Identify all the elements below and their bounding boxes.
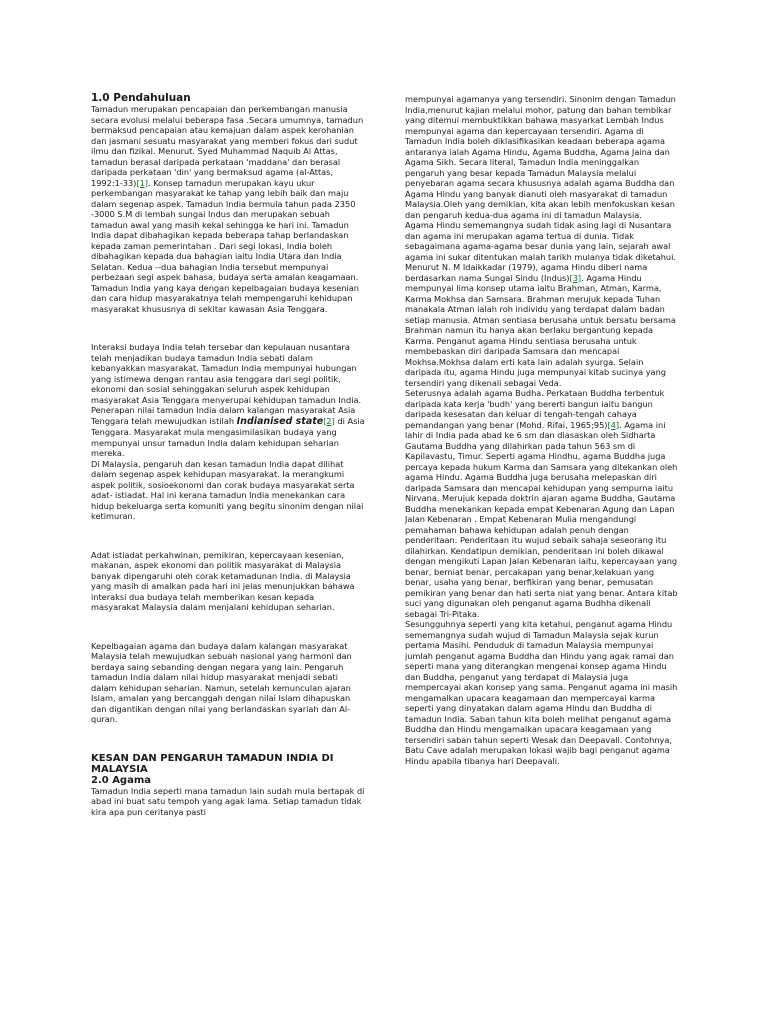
- malaysia-religion-paragraph: Sesungguhnya seperti yang kita ketahui, penganut agama Hindu sememangnya sudah wujud di Tamadun Malaysia sejak kurun pertama Masihi. Penduduk di tamadun Malaysia mempunyai jumlah penganut agama Buddha dan Hindu yang agak ramai dan seperti mana yang diterangkan mengenai konsep agama Hindu dan Buddha, penganut yang terdapat di Malaysia juga mempercayai akan konsep yang sama. Penganut agama ini masih mengamalkan upacara keagamaan dan mempercayai karma seperti yang dinyatakan dalam agama Hindu dan Buddha di tamadun India. Saban tahun kita boleh melihat penganut agama Buddha dan Hindu mengamalkan upacara keagamaan yang tersendiri saban tahun seperti Wesak dan Deepavali. Contohnya, Batu Cave adalah merupakan lokasi wajib bagi penganut agama Hindu apabila tibanya hari Deepavali.: [405, 619, 678, 766]
- citation-link-1[interactable]: [1]: [136, 177, 148, 188]
- interaction-text-part-2: di Asia Tenggara. Masyarakat mula mengasimilasikan budaya yang mempunyai unsur tamadun India dalam kehidupan seharian mereka.: [91, 415, 365, 458]
- intro-text-part-1: Tamadun merupakan pencapaian dan perkembangan manusia secara evolusi melalui beberapa fasa .Secara umumnya, tamadun bermaksud pencapaian atau kemajuan dalam aspek kerohanian dan jasmani sesuatu masyarakat yang memberi fokus dari sudut ilmu dan fizikal. Menurut. Syed Muhammad Naquib Al Attas, tamadun berasal daripada perkataan 'maddana' dan berasal daripada perkataan 'din' yang bermaksud agama (al-Attas, 1992:1-33): [91, 104, 364, 188]
- buddhism-text-part-2: . Agama ini lahir di India pada abad ke 6 sm dan diasaskan oleh Sidharta Gautama Buddha yang dilahirkan pada tahun 563 sm di Kapilavastu, Timur. Seperti agama Hindhu, agama Buddha juga percaya kepada hukum Karma dan Samsara yang ditekankan oleh agama Hindu. Agama Buddha juga berusaha melepaskan diri daripada Samsara dan mencapai kehidupan yang sempurna iaitu Nirvana. Merujuk kepada doktrin ajaran agama Buddha, Gautama Buddha menekankan kepada empat Kebenaran Agung dan Lapan Jalan Kebenaran . Empat Kebenaran Mulia mengandungi pemahaman bahawa kehidupan adalah penuh dengan penderitaan. Penderitaan itu wujud sebaik sahaja seseorang itu dilahirkan. Kendatipun demikian, penderitaan ini boleh dikawal dengan mengikuti Lapan Jalan Kebenaran iaitu, kepercayaan yang benar, berniat benar, percakapan yang benar,kelakuan yang benar, usaha yang benar, berfikiran yang benar, pemusatan pemikiran yang benar dan hati serta niat yang benar. Antara kitab suci yang digunakan oleh penganut agama Budhha dikenali sebagai Tri-Pitaka.: [405, 419, 678, 619]
- subsection-heading-religion: 2.0 Agama: [91, 774, 152, 786]
- paragraph-gap: [91, 522, 365, 550]
- paragraph-gap: [91, 725, 365, 753]
- hinduism-text-part-2: . Agama Hindu mempunyai lima konsep utama iaitu Brahman, Atman, Karma, Karma Mokhsa dan Samsara. Brahman merujuk kepada Tuhan manakala Atman ialah roh individu yang terdapat dalam badan setiap manusia. Atman sentiasa berusaha untuk bersatu bersama Brahman namun itu hanya akan berlaku bergantung kepada Karma. Penganut agama Hindu sentiasa berusaha untuk membebaskan diri daripada Samsara dan mencapai Mokhsa.Mokhsa dalam erti kata lain adalah syurga. Selain daripada itu, agama Hindu juga mempunyai kitab sucinya yang tersendiri yang dikenali sebagai Veda.: [405, 272, 676, 388]
- citation-link-3[interactable]: [3]: [569, 272, 582, 283]
- buddhism-paragraph: [405, 388, 679, 619]
- hinduism-paragraph: [405, 220, 679, 388]
- indianised-state-term: Indianised state: [236, 415, 324, 427]
- diversity-paragraph: Kepelbagaian agama dan budaya dalam kalangan masyarakat Malaysia telah mewujudkan sebuah nasional yang harmoni dan berdaya saing sebanding dengan negara yang lain. Pengaruh tamadun India dalam nilai hidup masyarakat menjadi sebati dalam kehidupan seharian. Namun, setelah kemunculan ajaran Islam, amalan yang bercanggah dengan nilai Islam dihapuskan dan digantikan dengan nilai yang berlandaskan syariah dan Al-quran.: [91, 640, 352, 724]
- citation-link-2[interactable]: [2]: [323, 415, 335, 426]
- left-column: [91, 92, 365, 817]
- religion-overview-paragraph: mempunyai agamanya yang tersendiri. Sinonim dengan Tamadun India,menurut kajian melalui mohor, patung dan bahan tembikar yang ditemui membuktikkan bahawa masyarkat Lembah Indus mempunyai agama dan kepercayaan tersendiri. Agama di Tamadun India boleh diklasifikasikan keadaan beberapa agama antaranya ialah Agama Hindu, Agama Buddha, Agama Jaina dan Agama Sikh. Secara literal, Tamadun India meninggalkan pengaruh yang besar kepada Tamadun Malaysia melalui penyebaran agama secara khususnya adalah agama Buddha dan Agama Hindu yang banyak dianuti oleh masyarakat di tamadun Malaysia.Oleh yang demikian, kita akan lebih menfokuskan kesan dan pengaruh kedua-dua agama ini di tamadun Malaysia.: [405, 94, 676, 220]
- buddhism-text-part-1: Seterusnya adalah agama Budha. Perkataan Buddha terbentuk daripada kata kerja 'budh' yang bererti bangun iaitu bangun daripada kesesatan dan keluar di tengah-tengah cahaya pemandangan yang benar (Mohd. Rifai, 1965;95): [405, 388, 665, 430]
- interaction-text-part-1: Interaksi budaya India telah tersebar dan kepulauan nusantara telah menjadikan budaya tamadun India sebati dalam kebanyakkan masyarakat. Tamadun India mempunyai hubungan yang istimewa dengan rantau asia tenggara dari segi politik, ekonomi dan sosial sehinggakan seluruh aspek kehidupan masyarakat Asia Tenggara menyerupai kehidupan tamadun India. Penerapan nilai tamadun India dalam kalangan masyarakat Asia Tenggara telah mewujudkan istilah: [91, 342, 362, 426]
- religion-intro-paragraph: Tamadun India seperti mana tamadun lain sudah mula bertapak di abad ini buat satu tempoh yang agak lama. Setiap tamadun tidak kira apa pun ceritanya pasti: [91, 785, 365, 817]
- hinduism-text-part-1: Agama Hindu sememangnya sudah tidak asing lagi di Nusantara dan agama ini merupakan agama tertua di dunia. Tidak sebagaimana agama-agama besar dunia yang lain, sejarah awal agama ini sukar ditentukan malah tarikh mulanya tidak diketahui. Menurut N. M Idaikkadar (1979), agama Hindu diberi nama berdasarkan nama Sungai Sindu (Indus): [405, 220, 676, 283]
- right-column: [405, 94, 679, 766]
- section-heading-introduction: 1.0 Pendahuluan: [91, 92, 191, 104]
- paragraph-gap: [91, 613, 365, 641]
- customs-paragraph: Adat istiadat perkahwinan, pemikiran, kepercayaan kesenian, makanan, aspek ekonomi dan politik masyarakat di Malaysia banyak dipengaruhi oleh corak ketamadunan India. di Malaysia yang masih di amalkan pada hari ini jelas menunjukkan bahawa interaksi dua budaya telah memberikan kesan kepada masyarakat Malaysia dalam menjalani kehidupan seharian.: [91, 549, 355, 612]
- cultural-interaction-paragraph: [91, 342, 365, 459]
- section-heading-influence: KESAN DAN PENGARUH TAMADUN INDIA DI MALAYSIA: [91, 752, 334, 775]
- intro-paragraph: [91, 104, 365, 314]
- citation-link-4[interactable]: [4]: [607, 419, 620, 430]
- intro-text-part-2: . Konsep tamadun merupakan kayu ukur perkembangan masyarakat ke tahap yang lebih baik dan maju dalam segenap aspek. Tamadun India bermula tahun pada 2350 -3000 S.M di lembah sungai Indus dan merupakan sebuah tamadun awal yang masih kekal sehingga ke hari ini. Tamadun India dapat dibahagikan kepada beberapa tahap berlandaskan kepada zaman pemerintahan . Dari segi lokasi, India boleh dibahagikan kepada dua bahagian iaitu India Utara dan India Selatan. Kedua --dua bahagian India tersebut mempunyai perbezaan segi aspek bahasa, budaya serta amalan keagamaan. Tamadun India yang kaya dengan kepelbagaian budaya kesenian dan cara hidup masyarakatnya telah mempengaruhi kehidupan masyarakat khususnya di sekitar kawasan Asia Tenggara.: [91, 177, 359, 314]
- paragraph-gap: [91, 314, 365, 342]
- malaysia-influence-paragraph: Di Malaysia, pengaruh dan kesan tamadun India dapat dilihat dalam segenap aspek kehidupan masyarakat. Ia merangkumi aspek politik, sosioekonomi dan corak budaya masyarakat serta adat- istiadat. Hal ini kerana tamadun India menekankan cara hidup bekeluarga serta komuniti yang begitu sinonim dengan nilai ketimuran.: [91, 458, 364, 521]
